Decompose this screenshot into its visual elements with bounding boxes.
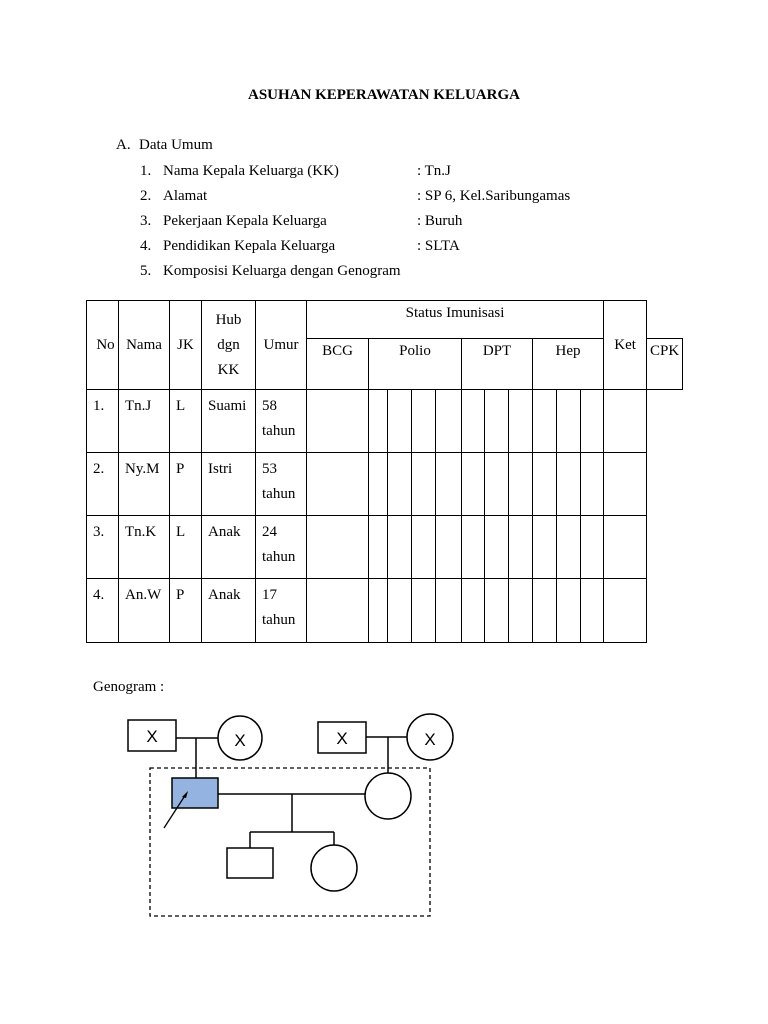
item-number: 5.: [140, 263, 152, 279]
section-title: Data Umum: [139, 137, 213, 153]
umur-value: 17: [262, 587, 277, 603]
umur-unit: tahun: [262, 612, 296, 628]
table-row: [87, 579, 683, 643]
umur-value: 53: [262, 461, 277, 477]
item-value: : Tn.J: [417, 163, 451, 179]
table-row: [87, 453, 683, 516]
cell-umur: [256, 516, 307, 579]
deceased-mark: X: [424, 730, 436, 749]
deceased-mark: X: [336, 729, 348, 748]
header-hub-line: Hub: [215, 311, 242, 328]
umur-value: 24: [262, 524, 277, 540]
cell-no: 2.: [87, 453, 119, 516]
header-hub-line: dgn: [217, 336, 240, 353]
cell-hub: Anak: [202, 516, 256, 579]
header-status-imunisasi: Status Imunisasi: [307, 301, 604, 339]
cell-nama: Tn.J: [119, 390, 170, 453]
item-number: 4.: [140, 238, 152, 254]
deceased-mark: X: [146, 727, 158, 746]
cell-no: 4.: [87, 579, 119, 643]
item-label: Pekerjaan Kepala Keluarga: [163, 213, 327, 229]
item-label: Alamat: [163, 188, 208, 204]
header-dpt: DPT: [462, 339, 533, 390]
header-hep: Hep: [533, 339, 604, 390]
header-cpk: CPK: [647, 339, 683, 390]
header-no: No: [87, 301, 119, 390]
header-umur: Umur: [256, 301, 307, 390]
umur-unit: tahun: [262, 549, 296, 565]
cell-hub: Istri: [202, 453, 256, 516]
index-head-of-family-symbol: [172, 778, 218, 808]
family-composition-table: [86, 300, 683, 643]
umur-value: 58: [262, 398, 277, 414]
cell-umur: [256, 453, 307, 516]
deceased-mark: X: [234, 731, 246, 750]
item-label: Nama Kepala Keluarga (KK): [163, 163, 339, 179]
header-nama: Nama: [119, 301, 170, 390]
item-label: Pendidikan Kepala Keluarga: [163, 238, 336, 254]
cell-umur: [256, 579, 307, 643]
item-number: 3.: [140, 213, 152, 229]
header-hub-dgn-kk: [202, 301, 256, 390]
item-number: 2.: [140, 188, 152, 204]
cell-umur: [256, 390, 307, 453]
header-bcg: BCG: [307, 339, 369, 390]
header-ket: Ket: [604, 301, 647, 390]
table-row: [87, 390, 683, 453]
daughter-symbol: [311, 845, 357, 891]
cell-hub: Suami: [202, 390, 256, 453]
cell-jk: L: [170, 390, 202, 453]
header-hub-line: KK: [217, 361, 240, 378]
item-label: Komposisi Keluarga dengan Genogram: [163, 263, 401, 279]
umur-unit: tahun: [262, 423, 296, 439]
header-jk: JK: [170, 301, 202, 390]
document-title: ASUHAN KEPERAWATAN KELUARGA: [248, 87, 520, 103]
cell-nama: Tn.K: [119, 516, 170, 579]
cell-nama: Ny.M: [119, 453, 170, 516]
item-number: 1.: [140, 163, 152, 179]
cell-no: 3.: [87, 516, 119, 579]
wife-symbol: [365, 773, 411, 819]
cell-hub: Anak: [202, 579, 256, 643]
genogram-label: Genogram :: [93, 679, 165, 695]
son-symbol: [227, 848, 273, 878]
cell-nama: An.W: [119, 579, 170, 643]
item-value: : SP 6, Kel.Saribungamas: [417, 188, 571, 204]
cell-jk: P: [170, 579, 202, 643]
header-polio: Polio: [369, 339, 462, 390]
cell-no: 1.: [87, 390, 119, 453]
cell-jk: P: [170, 453, 202, 516]
item-value: : SLTA: [417, 238, 460, 254]
section-label: A.: [116, 137, 131, 153]
umur-unit: tahun: [262, 486, 296, 502]
genogram-diagram: [0, 700, 768, 930]
cell-jk: L: [170, 516, 202, 579]
item-value: : Buruh: [417, 213, 463, 229]
table-row: [87, 516, 683, 579]
